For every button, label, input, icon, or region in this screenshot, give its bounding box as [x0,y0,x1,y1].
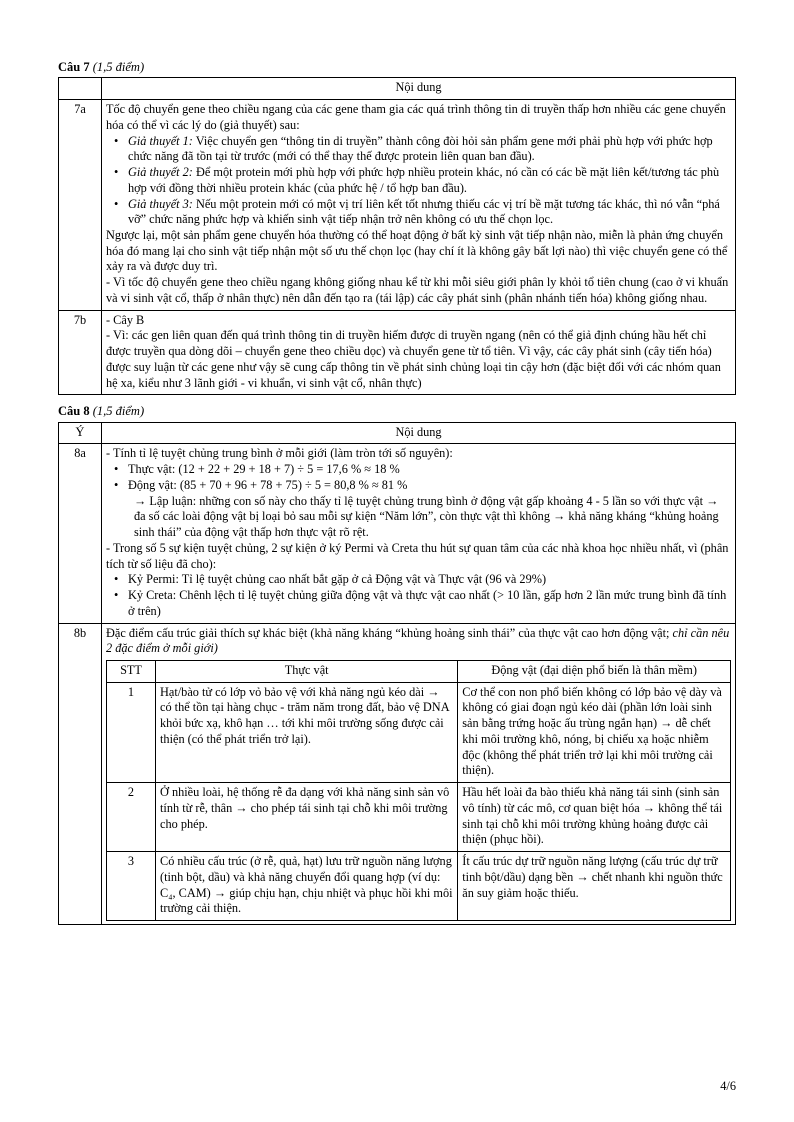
table-header-row [107,660,731,682]
q8b-intro [106,626,731,657]
hypothesis-1-lead: Giả thuyết 1: [128,133,193,148]
list-item [126,134,731,165]
row-label-7b: 7b [59,310,102,395]
header-content-cell: Nội dung [102,78,736,100]
q8a-line-1: - Tính tỉ lệ tuyệt chủng trung bình ở mỗi giới (làm tròn tới số nguyên): [106,446,453,461]
table-row [107,852,731,921]
section-spacer [58,395,736,404]
table-row [59,310,736,395]
q8a-line-2: - Trong số 5 sự kiện tuyệt chủng, 2 sự kiện ở ký Permi và Creta thu hút sự quan tâm của các nhà khoa học nhiều nhất, vì (phân tích từ số liệu đã cho): [106,540,729,571]
question-8-number: Câu 8 [58,404,90,419]
table-header-row [59,422,736,444]
column-header-stt: STT [107,660,156,682]
table-row [59,623,736,924]
q7a-paragraph-3: - Vì tốc độ chuyển gene theo chiều ngang không giống nhau kể từ khi mỗi siêu giới phân ly khỏi tổ tiên chung (cao ở vi khuẩn và vi sinh vật cổ, thấp ở nhân thực) nên dẫn đến tạo ra (tái lập) các cây phát sinh (phân nhánh tiến hóa) không giống nhau. [106,275,729,305]
row-label-8b: 8b [59,623,102,924]
table-row [107,682,731,782]
q8b-comparison-table [106,660,731,921]
question-7-table [58,77,736,395]
column-header-animals: Động vật (đại diện phổ biến là thân mềm) [458,660,731,682]
question-7-heading [58,60,736,74]
q8a-arrow-argument: → Lập luận: những con số này cho thấy tỉ lệ tuyệt chủng trung bình ở động vật gấp khoảng 4 - 5 lần so với thực vật → đa số các loài động vật bị loại bỏ sau mỗi sự kiện “Năm lớn”, còn thực vật thì không → khả năng kháng “khủng hoảng sinh thái” của động vật thấp hơn thực vật rõ rệt. [134,493,719,540]
question-8-heading [58,404,736,418]
q7b-line-2: - Vì: các gen liên quan đến quá trình thông tin di truyền hiếm được di truyền ngang (nên có thể giả định chúng hầu hết chỉ được truyền qua dòng dõi – chuyển gene theo chiều dọc) và chuyển gene từ tổ tiên. Vì vậy, các cây phát sinh (cây tiến hóa) được suy luận từ các gene như vậy sẽ cung cấp thông tin về phát sinh chủng loại tin cậy hơn (đặc biệt đối với các nhóm quan hệ xa, kiểu như 3 lãnh giới - vi khuẩn, vi sinh vật cổ, nhân thực) [106,328,721,390]
question-8-table [58,422,736,925]
cell-animal: Cơ thể con non phổ biến không có lớp bảo vệ dày và không có giai đoạn ngủ kéo dài (phần lớn loài sinh sản bằng trứng hoặc ấu trùng ngắn hạn) → dễ chết khi môi trường khô, nóng, bị chiếu xạ hoặc nhiễm độc (không thể phát triển trở lại khi môi trường cải thiện). [458,682,731,782]
list-item [126,165,731,196]
cell-plant: Hạt/bào tử có lớp vỏ bảo vệ với khả năng ngủ kéo dài → có thể tồn tại hàng chục - trăm năm trong đất, bảo vệ DNA khỏi bức xạ, khô hạn … tới khi môi trường sống được cải thiện (có thể phát triển trở lại). [156,682,458,782]
table-row [59,444,736,623]
header-label-cell [59,78,102,100]
q8b-intro-plain: Đặc điểm cấu trúc giải thích sự khác biệt (khả năng kháng “khủng hoảng sinh thái” của thực vật cao hơn động vật; [106,625,673,640]
hypothesis-3-text: Nếu một protein mới có một vị trí liên kết tốt nhưng thiếu các vị trí bề mặt tương tác khác, thì nó vẫn “phá vỡ” chức năng phức hợp và khiến sinh vật tiếp nhận trở nên không có ưu thế chọn lọc. [128,196,720,227]
q8a-rate-list [106,462,731,493]
q8a-event-list [106,572,731,619]
list-item: • Động vật: (85 + 70 + 96 + 78 + 75) ÷ 5 = 80,8 % ≈ 81 % [126,478,731,494]
q7b-line-1: - Cây B [106,312,145,327]
hypothesis-1-text: Việc chuyển gen “thông tin di truyền” thành công đòi hỏi sản phẩm gene mới phải phù hợp với phức hợp chức năng đã tồn tại từ trước (mới có thể thay thế được protein liên quan ban đầu). [128,133,713,164]
table-row [59,100,736,311]
hypothesis-3-lead: Giả thuyết 3: [128,196,193,211]
cell-plant: Ở nhiều loài, hệ thống rễ đa dạng với khả năng sinh sản vô tính từ rễ, thân → cho phép tái sinh tại chỗ khi môi trường cho phép. [156,783,458,852]
column-header-plants: Thực vật [156,660,458,682]
cell-stt: 3 [107,852,156,921]
q7a-intro: Tốc độ chuyển gene theo chiều ngang của các gene tham gia các quá trình thông tin di truyền thấp hơn nhiều các gene chuyển hóa có thể vì các lý do (giả thuyết) sau: [106,102,726,132]
row-content-8a [102,444,736,623]
question-8-points: (1,5 điểm) [92,404,145,419]
table-row [107,783,731,852]
cell-plant: Có nhiều cấu trúc (ở rễ, quả, hạt) lưu trữ nguồn năng lượng (tinh bột, dầu) và khả năng chuyển đổi quang hợp (ví dụ: C₄, CAM) → giúp chịu hạn, chịu nhiệt và phục hồi khi môi trường cải thiện. [156,852,458,921]
hypothesis-2-lead: Giả thuyết 2: [128,165,193,180]
row-label-7a: 7a [59,100,102,311]
q7a-hypothesis-list [106,134,731,228]
question-7-points: (1,5 điểm) [92,60,145,74]
list-item: • Thực vật: (12 + 22 + 29 + 18 + 7) ÷ 5 = 17,6 % ≈ 18 % [126,462,731,478]
row-content-7b [102,310,736,395]
list-item: • Kỷ Permi: Tỉ lệ tuyệt chủng cao nhất bắt gặp ở cả Động vật và Thực vật (96 và 29%) [126,572,731,588]
list-item [126,197,731,228]
row-label-8a: 8a [59,444,102,623]
header-content-cell: Nội dung [102,422,736,444]
cell-animal: Hầu hết loài đa bào thiếu khả năng tái sinh (sinh sản vô tính) từ các mô, cơ quan biệt hóa → không thể tái sinh tại chỗ khi môi trường khủng hoảng được cải thiện (phục hồi). [458,783,731,852]
question-7-number: Câu 7 [58,60,90,74]
header-label-cell: Ý [59,422,102,444]
page-number: 4/6 [720,1079,736,1093]
cell-animal: Ít cấu trúc dự trữ nguồn năng lượng (cấu trúc dự trữ tinh bột/dầu) dạng bền → chết nhanh khi nguồn thức ăn suy giảm hoặc thiếu. [458,852,731,921]
row-content-7a [102,100,736,311]
row-content-8b [102,623,736,924]
list-item: • Kỷ Creta: Chênh lệch tỉ lệ tuyệt chủng giữa động vật và thực vật cao nhất (> 10 lần, gấp hơn 2 lần mức trung bình đã tính ở trên) [126,588,731,619]
cell-stt: 1 [107,682,156,782]
hypothesis-2-text: Để một protein mới phù hợp với phức hợp nhiều protein khác, nó cần có các bề mặt liên kết/tương tác phù hợp với đồng thời nhiều protein khác (của phức hệ / tổ hợp ban đầu). [128,165,720,195]
table-header-row [59,78,736,100]
q7a-paragraph-2: Ngược lại, một sản phẩm gene chuyển hóa thường có thể hoạt động ở bất kỳ sinh vật tiếp nhận nào, miễn là phản ứng chuyển hóa đó mang lại cho sinh vật tiếp nhận một số ưu thế chọn lọc (hay chí ít là không gây bất lợi nào) thì việc chuyển gene có thể xảy ra và được duy trì. [106,227,728,274]
q8b-intro-italic: chỉ cần nêu 2 đặc điểm ở mỗi giới) [106,625,730,656]
cell-stt: 2 [107,783,156,852]
